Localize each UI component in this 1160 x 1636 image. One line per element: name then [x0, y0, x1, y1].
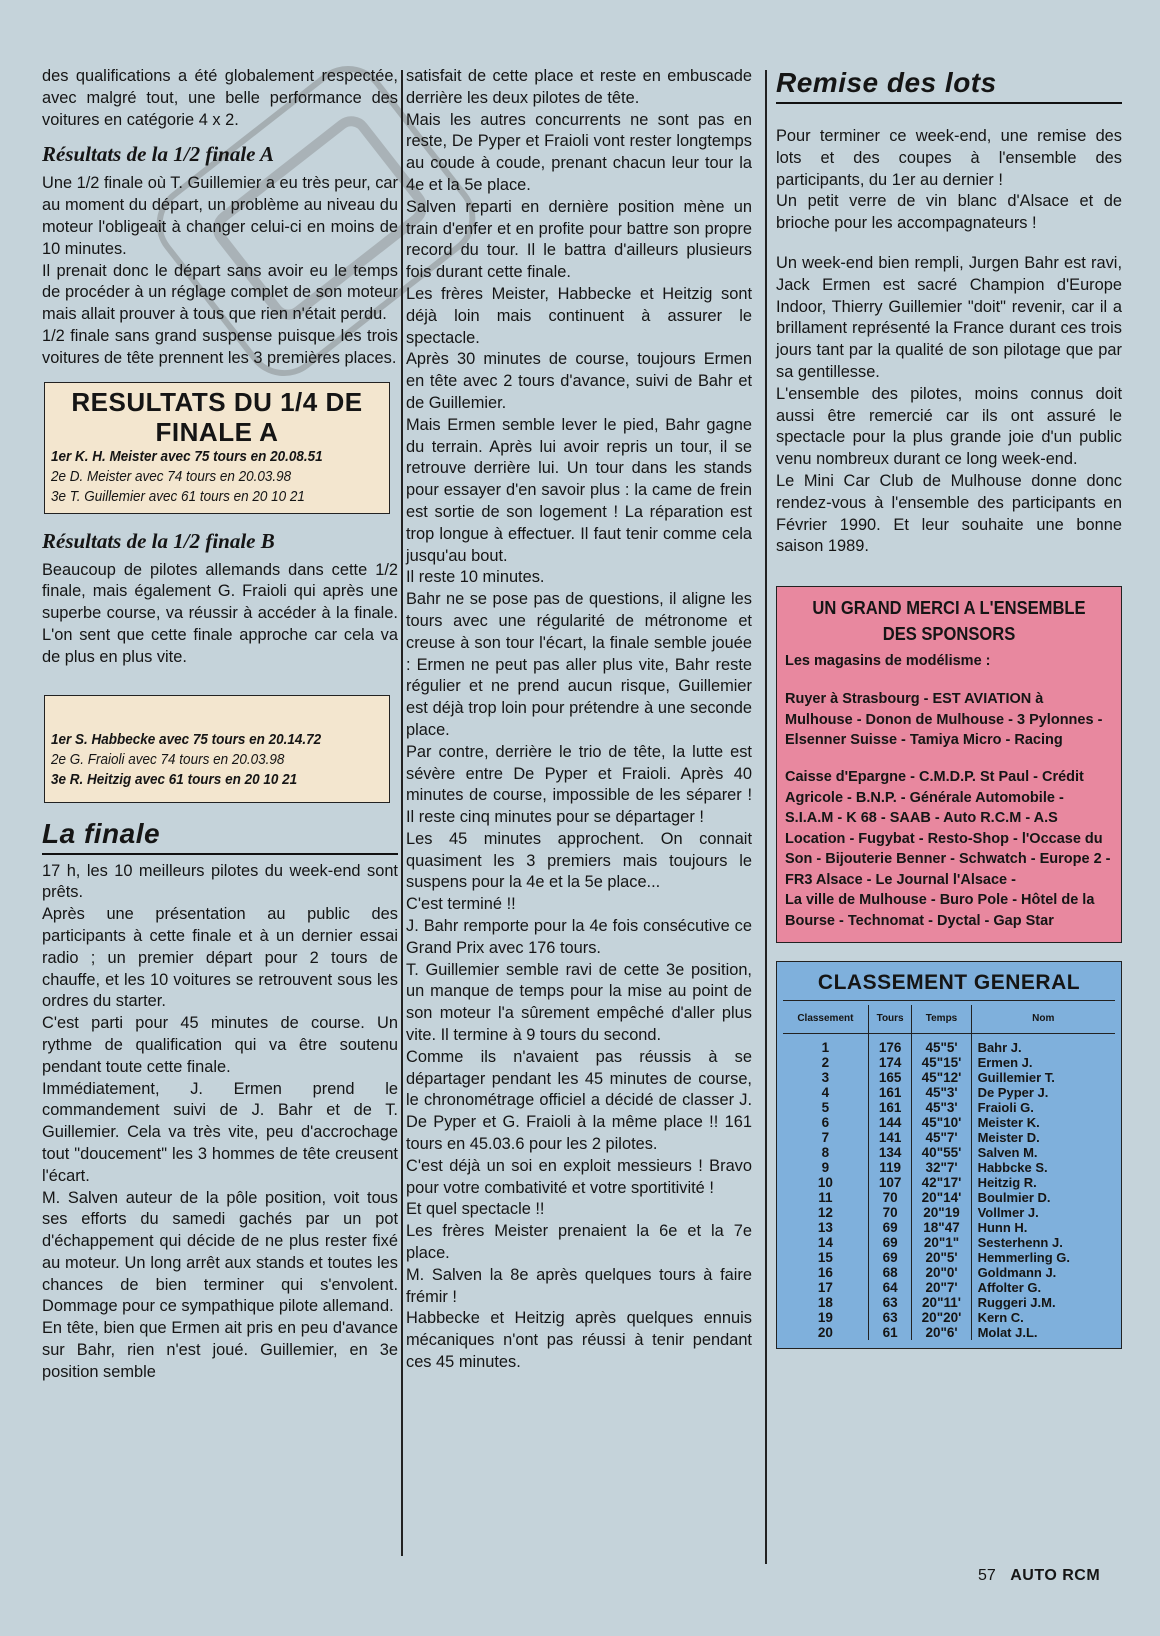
rank-cell: 3: [783, 1070, 868, 1085]
time-cell: 20"19: [912, 1205, 971, 1220]
laps-cell: 144: [868, 1115, 912, 1130]
paragraph: J. Bahr remporte pour la 4e fois consécutive ce Grand Prix avec 176 tours.: [406, 917, 752, 957]
time-cell: 45"7': [912, 1130, 971, 1145]
rank-cell: 20: [783, 1325, 868, 1340]
column-middle: [406, 66, 752, 1374]
table-row: [783, 1115, 1115, 1130]
table-row: [783, 1160, 1115, 1175]
time-cell: 20"11': [912, 1295, 971, 1310]
name-cell: Salven M.: [977, 1144, 1038, 1160]
time-cell: 20"1": [912, 1235, 971, 1250]
table-row: [783, 1325, 1115, 1340]
table-row: [783, 1235, 1115, 1250]
paragraph: Un week-end bien rempli, Jurgen Bahr est ravi, Jack Ermen est sacré Champion d'Europe Indoor, Thierry Guillemier "doit" revenir, car il a brillament représenté la France durant ces trois jours tant par la qualité de son pilotage que par sa gentillesse.: [776, 253, 1122, 381]
paragraph: C'est déjà un soi en exploit messieurs ! Bravo pour votre combativité et votre sportitivité !: [406, 1156, 752, 1197]
heading-la-finale: La finale: [42, 817, 398, 855]
table-row: [783, 1295, 1115, 1310]
table-row: [783, 1265, 1115, 1280]
rank-cell: 13: [783, 1220, 868, 1235]
laps-cell: 134: [868, 1145, 912, 1160]
table-row: [783, 1033, 1115, 1055]
table-row: [783, 1100, 1115, 1115]
time-cell: 20"5': [912, 1250, 971, 1265]
laps-cell: 64: [868, 1280, 912, 1295]
column-divider: [765, 70, 767, 1564]
classement-table: [783, 1005, 1115, 1340]
name-cell: Boulmier D.: [977, 1189, 1051, 1205]
classement-title: CLASSEMENT GENERAL: [783, 966, 1115, 1001]
paragraph: T. Guillemier semble ravi de cette 3e position, un manque de temps pour la mise au point de son moteur l'a sûrement empêché d'aller plus vite. Il termine à 9 tours du second.: [406, 960, 752, 1045]
paragraph: Après 30 minutes de course, toujours Ermen en tête avec 2 tours d'avance, suivi de Bahr et de Guillemier.: [406, 350, 752, 412]
paragraph: 1/2 finale sans grand suspense puisque les trois voitures de tête prennent les 3 premières places.: [42, 326, 398, 367]
laps-cell: 161: [868, 1100, 912, 1115]
name-cell: Hunn H.: [977, 1219, 1028, 1235]
table-row: [783, 1145, 1115, 1160]
name-cell: Heitzig R.: [977, 1174, 1037, 1190]
table-row: [783, 1310, 1115, 1325]
table-row: [783, 1055, 1115, 1070]
rank-cell: 17: [783, 1280, 868, 1295]
rank-cell: 14: [783, 1235, 868, 1250]
time-cell: 45"12': [912, 1070, 971, 1085]
rank-cell: 10: [783, 1175, 868, 1190]
results-box-half-final-b: [44, 695, 390, 803]
table-row: [783, 1190, 1115, 1205]
paragraph: M. Salven la 8e après quelques tours à faire frémir !: [406, 1265, 752, 1306]
table-row: [783, 1220, 1115, 1235]
paragraph: Les frères Meister prenaient la 6e et la 7e place.: [406, 1222, 752, 1263]
name-cell: Ermen J.: [977, 1054, 1033, 1070]
results-box-title: RESULTATS DU 1/4 DE FINALE A: [71, 386, 363, 447]
rank-cell: 6: [783, 1115, 868, 1130]
time-cell: 40"55': [912, 1145, 971, 1160]
laps-cell: 69: [868, 1220, 912, 1235]
page-footer: [978, 1567, 1100, 1585]
rank-cell: 12: [783, 1205, 868, 1220]
paragraph: Il prenait donc le départ sans avoir eu le temps de procéder à un réglage complet de son moteur mais allait prouver à tous que rien n'était perdu.: [42, 261, 398, 324]
paragraph: Les frères Meister, Habbecke et Heitzig sont déjà loin mais continuent à assurer le spectacle.: [406, 284, 752, 347]
time-cell: 45"15': [912, 1055, 971, 1070]
laps-cell: 165: [868, 1070, 912, 1085]
laps-cell: 70: [868, 1205, 912, 1220]
table-row: [783, 1250, 1115, 1265]
name-cell: Affolter G.: [977, 1279, 1042, 1295]
laps-cell: 69: [868, 1235, 912, 1250]
sponsors-list: Ruyer à Strasbourg - EST AVIATION à Mulhouse - Donon de Mulhouse - 3 Pylonnes - Elsenner Suisse - Tamiya Micro - Racing: [785, 691, 1103, 749]
time-cell: 18"47: [912, 1220, 971, 1235]
sponsors-subtitle: Les magasins de modélisme :: [785, 653, 991, 670]
table-row: [783, 1130, 1115, 1145]
rank-cell: 5: [783, 1100, 868, 1115]
result-row: 3e T. Guillemier avec 61 tours en 20 10 21: [51, 487, 305, 505]
column-header: Classement: [783, 1005, 868, 1034]
column-header: Tours: [868, 1005, 912, 1034]
rank-cell: 4: [783, 1085, 868, 1100]
column-left: [42, 66, 398, 1384]
paragraph: Pour terminer ce week-end, une remise des lots et des coupes à l'ensemble des participants, du 1er au dernier !: [776, 127, 1122, 189]
rank-cell: 9: [783, 1160, 868, 1175]
paragraph: En tête, bien que Ermen ait pris en peu d'avance sur Bahr, rien n'est joué. Guillemier, en 3e position semble: [42, 1319, 398, 1381]
time-cell: 45"10': [912, 1115, 971, 1130]
laps-cell: 174: [868, 1055, 912, 1070]
table-row: [783, 1175, 1115, 1190]
column-right: [776, 66, 1122, 1349]
time-cell: 20"7': [912, 1280, 971, 1295]
paragraph: M. Salven auteur de la pôle position, voit tous ses efforts du samedi gachés par un pot d'échappement qui décide de ne plus rester fixé au moteur. Un long arrêt aux stands et toutes les chances de bien terminer qui s'envolent. Dommage pour ce sympathique pilote allemand.: [42, 1188, 398, 1316]
laps-cell: 61: [868, 1325, 912, 1340]
paragraph: C'est terminé !!: [406, 895, 516, 914]
name-cell: Habbcke S.: [977, 1159, 1048, 1175]
table-row: [783, 1205, 1115, 1220]
paragraph: Un petit verre de vin blanc d'Alsace et de brioche pour les accompagnateurs !: [776, 192, 1122, 233]
paragraph: Mais Ermen semble lever le pied, Bahr gagne du terrain. Après lui avoir repris un tour, il se retrouve derrière lui. Un tour dans les stands pour essayer d'en savoir plus : la came de frein est sortie de son logement ! La réparation est trop longue à effectuer. Il faut tenir comme cela jusqu'au bout.: [406, 415, 752, 565]
rank-cell: 19: [783, 1310, 868, 1325]
rank-cell: 7: [783, 1130, 868, 1145]
paragraph: des qualifications a été globalement respectée, avec malgré tout, une belle performance des voitures en catégorie 4 x 2.: [42, 67, 398, 129]
laps-cell: 68: [868, 1265, 912, 1280]
column-header: Nom: [971, 1005, 1115, 1034]
results-box-quarter-final-a: [44, 382, 390, 514]
rank-cell: 15: [783, 1250, 868, 1265]
laps-cell: 107: [868, 1175, 912, 1190]
result-row: 1er K. H. Meister avec 75 tours en 20.08.51: [51, 447, 323, 465]
paragraph: Par contre, derrière le trio de tête, la lutte est sévère entre De Pyper et Fraioli. Après 40 minutes de course, impossible de les séparer ! Il reste cinq minutes pour se départager !: [406, 742, 752, 827]
paragraph: Après une présentation au public des participants à cette finale et à un dernier essai radio ; un premier départ pour 2 tours de chauffe, et les 10 voitures se retrouvent sous les ordres du starter.: [42, 905, 398, 1011]
paragraph: Les 45 minutes approchent. On connait quasiment les 3 premiers mais toujours le suspens pour la 4e et la 5e place...: [406, 829, 752, 892]
paragraph: Beaucoup de pilotes allemands dans cette 1/2 finale, mais également G. Fraioli qui après une superbe course, va réussir à accéder à la finale. L'on sent que cette finale approche car cela va de plus en plus vite.: [42, 560, 398, 666]
time-cell: 20"6': [912, 1325, 971, 1340]
laps-cell: 176: [868, 1033, 912, 1055]
paragraph: Il reste 10 minutes.: [406, 568, 545, 587]
rank-cell: 18: [783, 1295, 868, 1310]
name-cell: Ruggeri J.M.: [977, 1294, 1056, 1310]
table-header-row: [783, 1005, 1115, 1034]
name-cell: Vollmer J.: [977, 1204, 1039, 1220]
laps-cell: 63: [868, 1310, 912, 1325]
laps-cell: 141: [868, 1130, 912, 1145]
table-row: [783, 1280, 1115, 1295]
heading-half-final-a: Résultats de la 1/2 finale A: [42, 142, 274, 167]
paragraph: Salven reparti en dernière position mène un train d'enfer et en profite pour battre son propre record du tour. Il le battra d'ailleurs plusieurs fois durant cette finale.: [406, 197, 752, 282]
name-cell: Meister K.: [977, 1114, 1040, 1130]
rank-cell: 2: [783, 1055, 868, 1070]
time-cell: 45"3': [912, 1085, 971, 1100]
paragraph: 17 h, les 10 meilleurs pilotes du week-end sont prêts.: [42, 861, 398, 902]
paragraph: Comme ils n'avaient pas réussis à se départager pendant les 45 minutes de course, le chronométrage officiel a décidé de classer J. De Pyper et G. Fraioli à la même place !! 161 tours en 45.03.6 pour les 2 pilotes.: [406, 1047, 752, 1154]
laps-cell: 63: [868, 1295, 912, 1310]
paragraph: satisfait de cette place et reste en embuscade derrière les deux pilotes de tête.: [406, 67, 752, 107]
name-cell: Meister D.: [977, 1129, 1040, 1145]
name-cell: Molat J.L.: [977, 1324, 1038, 1340]
paragraph: Bahr ne se pose pas de questions, il aligne les tours avec une régularité de métronome et creuse à son tour l'écart, la finale semble jouée : Ermen ne peut pas aller plus vite, Bahr reste régulier et ne prend aucun risque, Guillemier est déjà trop loin pour prétendre à une seconde place.: [406, 590, 752, 739]
time-cell: 20"0': [912, 1265, 971, 1280]
name-cell: Goldmann J.: [977, 1264, 1057, 1280]
heading-remise-des-lots: Remise des lots: [776, 66, 1122, 104]
page-number: 57: [978, 1567, 996, 1584]
paragraph: Immédiatement, J. Ermen prend le commandement suivi de J. Bahr et de T. Guillemier. Cela va très vite, peu d'accrochage tout "doucement" les 3 hommes de tête creusent l'écart.: [42, 1079, 398, 1185]
time-cell: 45"5': [912, 1033, 971, 1055]
time-cell: 20"14': [912, 1190, 971, 1205]
time-cell: 32"7': [912, 1160, 971, 1175]
paragraph: Mais les autres concurrents ne sont pas en reste, De Pyper et Fraioli vont rester longtemps au coude à coude, prenant chacun leur tour la 4e et la 5e place.: [406, 110, 752, 194]
rank-cell: 1: [783, 1033, 868, 1055]
table-row: [783, 1070, 1115, 1085]
name-cell: Bahr J.: [977, 1039, 1022, 1055]
paragraph: L'ensemble des pilotes, moins connus doit aussi être remercié car ils ont assuré le spectacle pour la plus grande joie d'un public venu nombreux durant ce long week-end.: [776, 384, 1122, 469]
rank-cell: 8: [783, 1145, 868, 1160]
name-cell: Hemmerling G.: [977, 1249, 1071, 1265]
result-row: 3e R. Heitzig avec 61 tours en 20 10 21: [51, 770, 298, 788]
magazine-name: AUTO RCM: [1010, 1567, 1101, 1584]
name-cell: Kern C.: [977, 1309, 1024, 1325]
paragraph: Et quel spectacle !!: [406, 1200, 545, 1219]
result-row: 2e D. Meister avec 74 tours en 20.03.98: [51, 467, 292, 485]
classement-general-box: [776, 961, 1122, 1349]
rank-cell: 11: [783, 1190, 868, 1205]
name-cell: Guillemier T.: [977, 1069, 1055, 1085]
table-row: [783, 1085, 1115, 1100]
sponsors-box: [776, 586, 1122, 943]
heading-half-final-b: Résultats de la 1/2 finale B: [42, 528, 275, 553]
paragraph: C'est parti pour 45 minutes de course. Un rythme de qualification qui va être soutenu pendant toute cette finale.: [42, 1014, 398, 1076]
sponsors-title: UN GRAND MERCI A L'ENSEMBLE DES SPONSORS: [812, 598, 1086, 645]
rank-cell: 16: [783, 1265, 868, 1280]
column-divider: [401, 70, 403, 1556]
laps-cell: 69: [868, 1250, 912, 1265]
name-cell: Fraioli G.: [977, 1099, 1034, 1115]
time-cell: 45"3': [912, 1100, 971, 1115]
paragraph: Le Mini Car Club de Mulhouse donne donc rendez-vous à l'ensemble des participants en Février 1990. Et leur souhaite une bonne saison 1989.: [776, 471, 1122, 556]
sponsors-list: La ville de Mulhouse - Buro Pole - Hôtel de la Bourse - Technomat - Dyctal - Gap Star: [785, 892, 1095, 930]
time-cell: 42"17': [912, 1175, 971, 1190]
laps-cell: 161: [868, 1085, 912, 1100]
result-row: 1er S. Habbecke avec 75 tours en 20.14.72: [51, 730, 322, 748]
column-header: Temps: [912, 1005, 971, 1034]
name-cell: Sesterhenn J.: [977, 1234, 1063, 1250]
result-row: 2e G. Fraioli avec 74 tours en 20.03.98: [51, 750, 285, 768]
time-cell: 20"20': [912, 1310, 971, 1325]
laps-cell: 119: [868, 1160, 912, 1175]
name-cell: De Pyper J.: [977, 1084, 1049, 1100]
paragraph: Une 1/2 finale où T. Guillemier a eu très peur, car au moment du départ, un problème au niveau du moteur l'obligeait à changer celui-ci en moins de 10 minutes.: [42, 174, 398, 258]
sponsors-list: Caisse d'Epargne - C.M.D.P. St Paul - Crédit Agricole - B.N.P. - Générale Automobile - S.I.A.M - K 68 - SAAB - Auto R.C.M - A.S Location - Fugybat - Resto-Shop - l'Occase du Son - Bijouterie Benner - Schwatch - Europe 2 - FR3 Alsace - Le Journal l'Alsace -: [785, 768, 1111, 888]
laps-cell: 70: [868, 1190, 912, 1205]
paragraph: Habbecke et Heitzig après quelques ennuis mécaniques n'ont pas réussi à tenir pendant ces 45 minutes.: [406, 1309, 752, 1372]
